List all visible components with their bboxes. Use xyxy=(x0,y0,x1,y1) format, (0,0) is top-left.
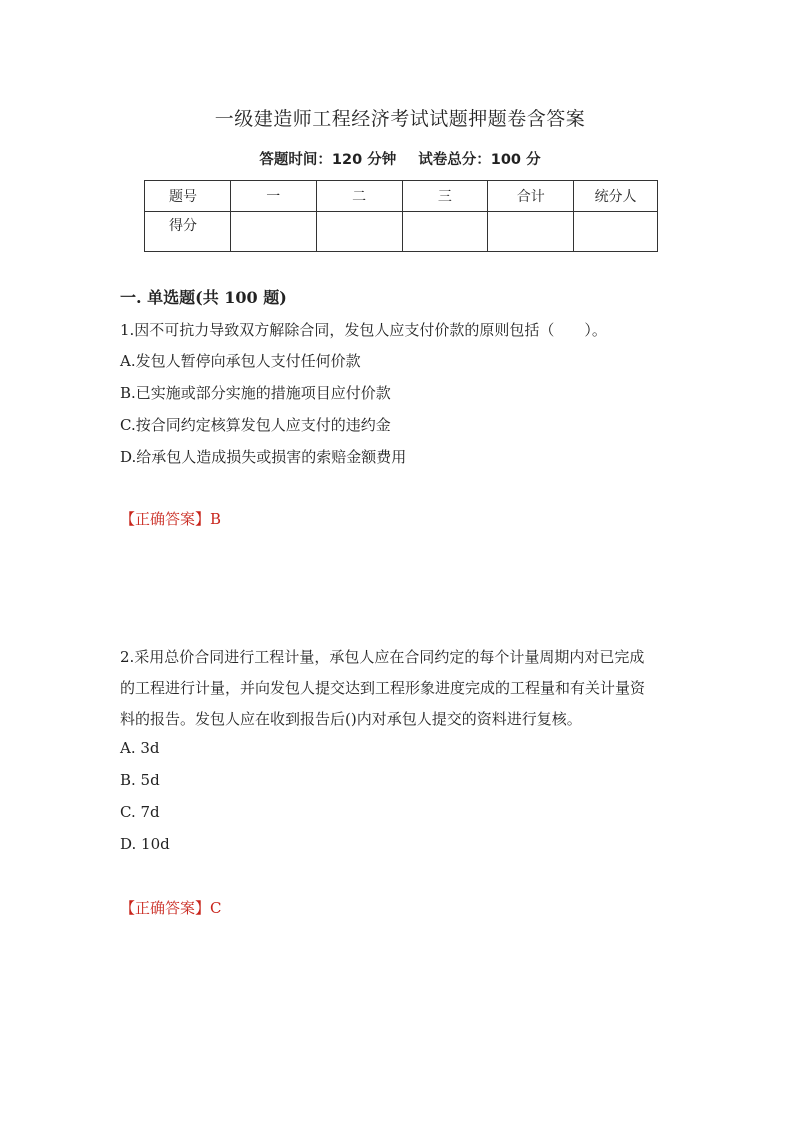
score-table-cell: 题号 xyxy=(145,181,231,212)
question-2-stem-line-1: 2.采用总价合同进行工程计量，承包人应在合同约定的每个计量周期内对已完成 xyxy=(120,648,645,666)
question-1-stem: 1.因不可抗力导致双方解除合同，发包人应支付价款的原则包括（ ）。 xyxy=(120,321,607,339)
score-input-cell xyxy=(402,212,488,252)
question-1-answer: 【正确答案】B xyxy=(120,510,222,528)
score-table-cell: 一 xyxy=(230,181,316,212)
question-2-option-c: C. 7d xyxy=(120,803,160,821)
question-1-option-d: D.给承包人造成损失或损害的索赔金额费用 xyxy=(120,448,407,466)
score-input-cell xyxy=(230,212,316,252)
score-table-cell: 二 xyxy=(316,181,402,212)
score-table-cell: 得分 xyxy=(145,212,231,252)
question-2-option-a: A. 3d xyxy=(120,739,160,757)
score-input-cell xyxy=(574,212,658,252)
score-input-cell xyxy=(316,212,402,252)
score-table-cell: 统分人 xyxy=(574,181,658,212)
question-1-option-b: B.已实施或部分实施的措施项目应付价款 xyxy=(120,384,391,402)
section-heading: 一. 单选题(共 100 题) xyxy=(120,288,287,307)
question-2-answer: 【正确答案】C xyxy=(120,899,222,917)
score-table-cell: 三 xyxy=(402,181,488,212)
score-table-cell: 合计 xyxy=(488,181,574,212)
exam-time: 答题时间：120 分钟 xyxy=(259,152,397,168)
score-table-header-row xyxy=(145,181,658,212)
score-input-cell xyxy=(488,212,574,252)
question-2-stem-line-3: 料的报告。发包人应在收到报告后()内对承包人提交的资料进行复核。 xyxy=(120,710,582,728)
question-2-option-d: D. 10d xyxy=(120,835,170,853)
exam-info xyxy=(0,148,800,169)
question-2-stem-line-2: 的工程进行计量，并向发包人提交达到工程形象进度完成的工程量和有关计量资 xyxy=(120,679,646,697)
score-table xyxy=(144,180,658,252)
exam-total-score: 试卷总分：100 分 xyxy=(418,152,541,168)
question-1-option-c: C.按合同约定核算发包人应支付的违约金 xyxy=(120,416,391,434)
page-title: 一级建造师工程经济考试试题押题卷含答案 xyxy=(214,108,586,130)
question-1-option-a: A.发包人暂停向承包人支付任何价款 xyxy=(120,352,361,370)
question-2-option-b: B. 5d xyxy=(120,771,160,789)
score-table-score-row xyxy=(145,212,658,252)
